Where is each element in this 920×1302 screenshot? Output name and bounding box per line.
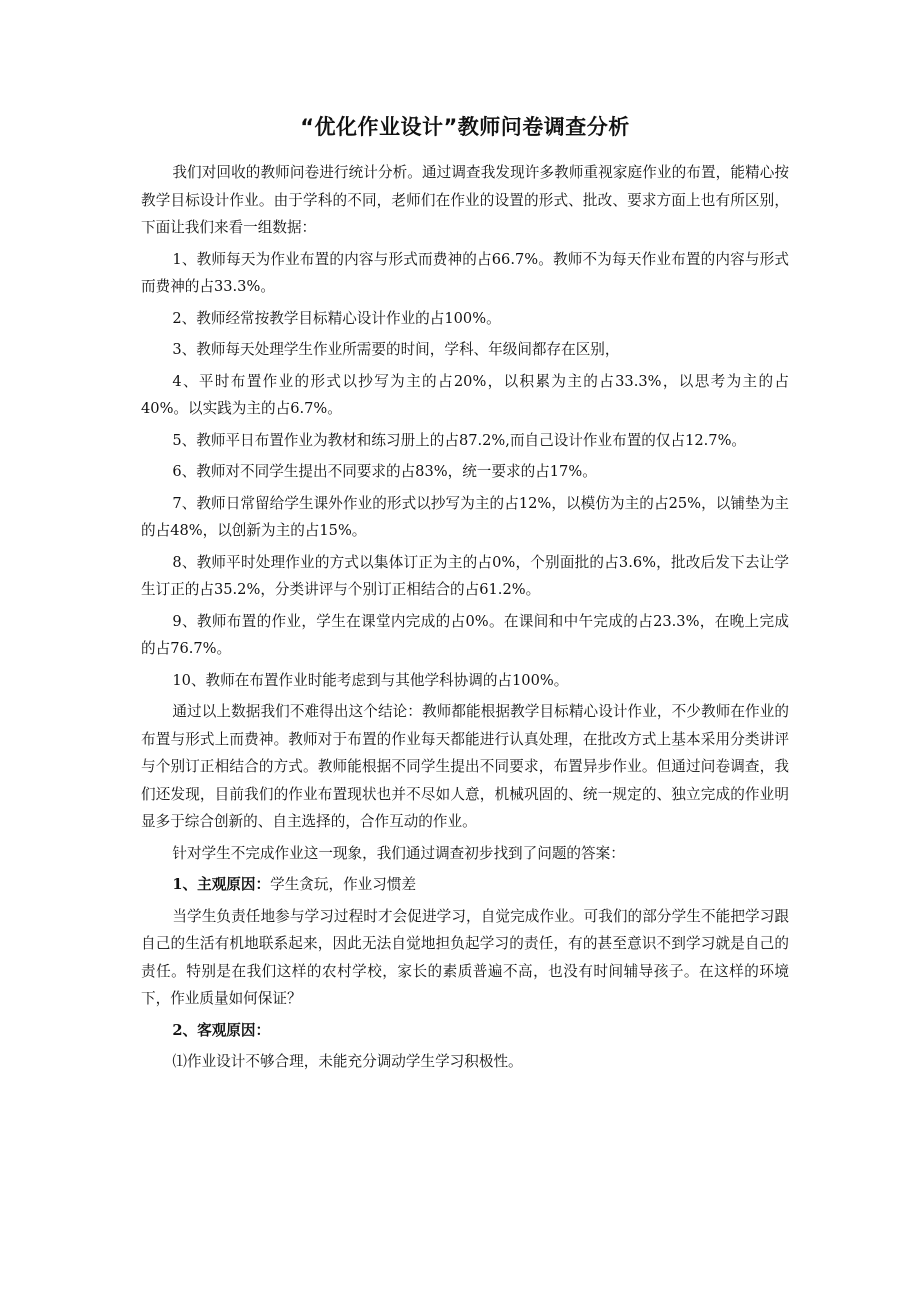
finding-item: 5、教师平日布置作业为教材和练习册上的占87.2%,而自己设计作业布置的仅占12.7%。 xyxy=(172,431,747,449)
objective-item: ⑴作业设计不够合理，未能充分调动学生学习积极性。 xyxy=(172,1053,523,1070)
subjective-cause-lead: 1、主观原因： xyxy=(172,876,271,893)
objective-cause-heading xyxy=(141,1017,789,1045)
intro-paragraph: 我们对回收的教师问卷进行统计分析。通过调查我发现许多教师重视家庭作业的布置，能精心按教学目标设计作业。由于学科的不同，老师们在作业的设置的形式、批改、要求方面上也有所区别，下面让我们来看一组数据： xyxy=(141,164,789,236)
subjective-detail-paragraph: 当学生负责任地参与学习过程时才会促进学习，自觉完成作业。可我们的部分学生不能把学习跟自己的生活有机地联系起来，因此无法自觉地担负起学习的责任，有的甚至意识不到学习就是自己的责任。特别是在我们这样的农村学校，家长的素质普遍不高，也没有时间辅导孩子。在这样的环境下，作业质量如何保证？ xyxy=(141,907,789,1007)
finding-item: 1、教师每天为作业布置的内容与形式而费神的占66.7%。教师不为每天作业布置的内容与形式而费神的占33.3%。 xyxy=(141,250,789,295)
finding-item: 9、教师布置的作业，学生在课堂内完成的占0%。在课间和中午完成的占23.3%，在晚上完成的占76.7%。 xyxy=(141,612,789,657)
document-page xyxy=(141,112,789,1080)
objective-cause-lead: 2、客观原因： xyxy=(172,1021,271,1039)
subjective-cause-heading xyxy=(141,871,789,899)
subjective-cause-text: 学生贪玩，作业习惯差 xyxy=(270,876,417,893)
document-title: “优化作业设计”教师问卷调查分析 xyxy=(300,115,630,139)
conclusion-paragraph: 通过以上数据我们不难得出这个结论：教师都能根据教学目标精心设计作业，不少教师在作业的布置与形式上而费神。教师对于布置的作业每天都能进行认真处理，在批改方式上基本采用分类讲评与个别订正相结合的方式。教师能根据不同学生提出不同要求，布置异步作业。但通过问卷调查，我们还发现，目前我们的作业布置现状也并不尽如人意，机械巩固的、统一规定的、独立完成的作业明显多于综合创新的、自主选择的，合作互动的作业。 xyxy=(141,703,789,830)
finding-item: 3、教师每天处理学生作业所需要的时间，学科、年级间都存在区别， xyxy=(172,341,620,358)
finding-item: 7、教师日常留给学生课外作业的形式以抄写为主的占12%，以模仿为主的占25%，以铺垫为主的占48%，以创新为主的占15%。 xyxy=(141,494,789,539)
finding-item: 8、教师平时处理作业的方式以集体订正为主的占0%，个别面批的占3.6%，批改后发下去让学生订正的占35.2%，分类讲评与个别订正相结合的占61.2%。 xyxy=(141,553,789,598)
finding-item: 2、教师经常按教学目标精心设计作业的占100%。 xyxy=(172,309,501,327)
finding-item: 10、教师在布置作业时能考虑到与其他学科协调的占100%。 xyxy=(172,671,569,689)
finding-item: 6、教师对不同学生提出不同要求的占83%，统一要求的占17%。 xyxy=(172,463,597,480)
finding-item: 4、平时布置作业的形式以抄写为主的占20%，以积累为主的占33.3%，以思考为主的占40%。以实践为主的占6.7%。 xyxy=(141,372,789,417)
cause-intro-paragraph: 针对学生不完成作业这一现象，我们通过调查初步找到了问题的答案： xyxy=(172,844,625,862)
